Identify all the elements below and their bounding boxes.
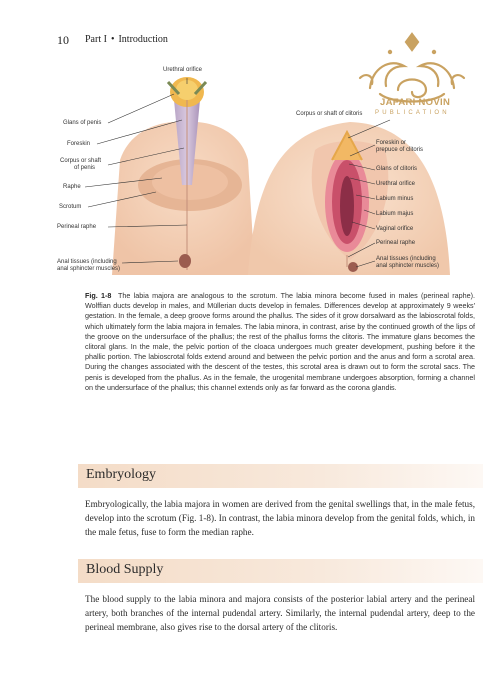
label-urethral-orifice-female: Urethral orifice [376,181,416,187]
figure-caption [85,291,475,393]
part-label: Part I [85,34,107,45]
section-title: Embryology [86,467,156,482]
label-anal-female-line2: anal sphincter muscles) [376,263,440,269]
label-perineal-raphe-male: Perineal raphe [57,224,97,230]
anatomy-figure [50,60,470,285]
label-glans-clitoris: Glans of clitoris [376,166,418,172]
label-labium-minus: Labium minus [376,196,414,202]
label-raphe: Raphe [63,184,81,190]
section-title: Blood Supply [86,562,164,577]
caption-label: Fig. 1-8 [85,291,112,300]
label-urethral-orifice-male: Urethral orifice [163,67,203,73]
label-scrotum: Scrotum [59,204,82,210]
section-body-blood-supply: The blood supply to the labia minora and majora consists of the posterior labial artery and the perineal artery, both branches of the internal pudendal artery. Similarly, the internal pudendal artery, deep to the perineal membrane, also gives rise to the dorsal artery of the clitoris. [85,594,475,632]
label-perineal-raphe-female: Perineal raphe [376,240,416,246]
page-number: 10 [57,33,69,47]
label-anal-tissues-male [57,259,120,273]
label-foreskin-female-line1: Foreskin or [376,140,407,146]
label-anal-female-line1: Anal tissues (including [376,256,436,262]
section-label: Introduction [118,34,168,45]
publisher-name: JAFARI NOVIN [380,97,451,108]
label-foreskin-male: Foreskin [67,141,91,147]
label-foreskin-female-line2: prepuce of clitoris [376,147,424,153]
label-vaginal-orifice: Vaginal orifice [376,226,414,232]
caption-text: The labia majora are analogous to the scrotum. The labia minora become fused in males (perineal raphe). Wolffian ducts develop in males, and Müllerian ducts develop in females. Differences develop at approximately 9 weeks' gestation. In the female, a deep groove forms around the phallus. The sides of it grow dorsalward as the labioscrotal folds, which ultimately form the labia majora in females. The labia minora, in contrast, arise by the continued growth of the lips of the groove on the undersurface of the phallus; the rest of the phallus forms the clitoris. The immature glans becomes the clitoral glans. In the male, the pelvic portion of the cloaca undergoes much greater development, pushing before it the phallic portion. The labioscrotal folds extend around and between the pelvic portion and the anus and form a scrotal area. During the changes associated with the descent of the testes, this scrotal area is drawn out to form the scrotal sacs. The penis is developed from the phallus. As in the female, the urogenital membrane undergoes absorption, forming a channel on the undersurface of the phallus; this channel extends only as far forward as the corona glandis. [85,291,475,392]
running-head [85,34,168,45]
section-body-embryology: Embryologically, the labia majora in women are derived from the genital swellings that, in the male fetus, develop into the scrotum (Fig. 1-8). In contrast, the labia minora develop from the genital folds, which, in the male fetus, fuse to form the median raphe. [85,499,475,537]
label-corpus-line2: of penis [74,165,96,171]
label-anal-tissues-female [376,256,439,270]
section-heading-blood-supply [78,559,483,583]
separator: • [110,34,115,45]
label-corpus-penis [60,158,101,172]
male-anatomy-drawing [112,77,255,275]
label-labium-majus: Labium majus [376,211,414,217]
label-corpus-line1: Corpus or shaft [60,158,102,164]
label-foreskin-clitoris [376,140,423,154]
label-corpus-clitoris: Corpus or shaft of clitoris [296,111,363,117]
label-anal-male-line1: Anal tissues (including [57,259,117,265]
label-glans-of-penis: Glans of penis [63,120,102,126]
section-heading-embryology [78,464,483,488]
label-anal-male-line2: anal sphincter muscles) [57,266,121,272]
publisher-subtitle: PUBLICATION [375,110,450,116]
